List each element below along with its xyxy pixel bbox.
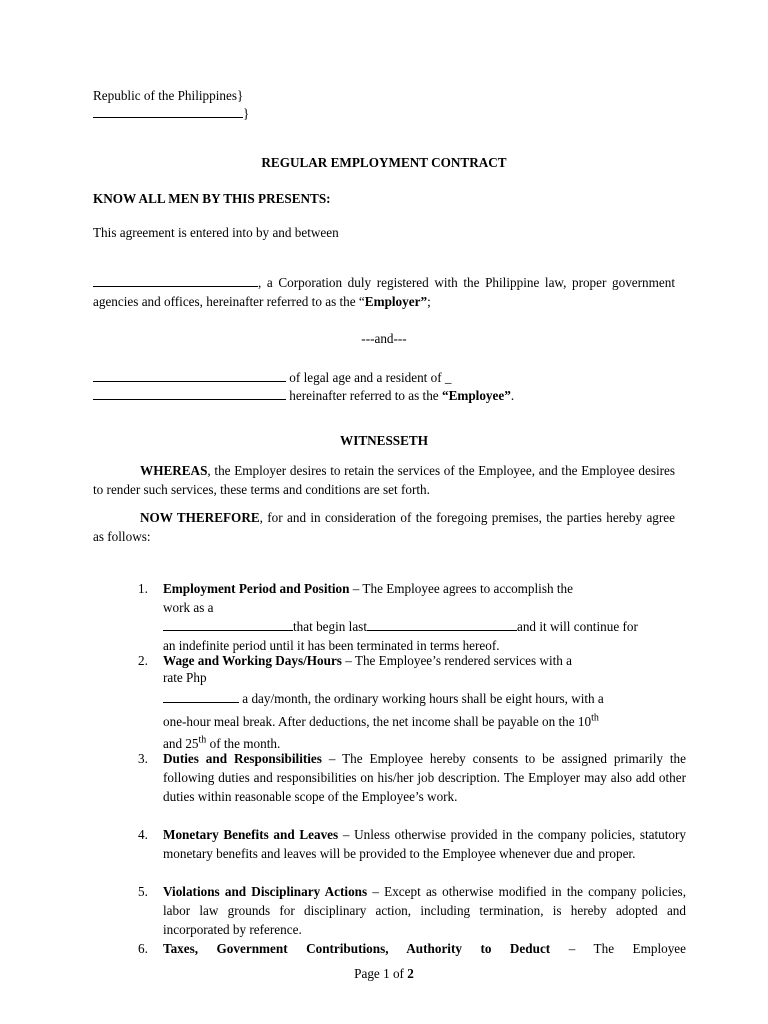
item-text: – The Employee hereby consents to be assigned primarily the following duties and responsibilities on his/her job description. The Employer may also add other duties within reasonable scope of the Employee’s work. xyxy=(163,751,686,804)
item-number: 6. xyxy=(138,941,148,956)
and-separator: ---and--- xyxy=(361,331,407,346)
employee-line-1 xyxy=(93,368,452,387)
wage-blank xyxy=(163,689,239,703)
item-text: an indefinite period until it has been terminated in terms hereof. xyxy=(163,638,500,653)
item-title: Employment Period and Position xyxy=(163,581,350,596)
item-text: of the month. xyxy=(206,736,281,751)
item-text: that begin last xyxy=(293,619,367,634)
item-title: Wage and Working Days/Hours xyxy=(163,653,342,668)
now-therefore-label: NOW THEREFORE xyxy=(140,510,260,525)
item-text: th xyxy=(591,712,599,724)
employee-label: “Employee” xyxy=(441,388,511,403)
item-body xyxy=(163,825,686,863)
item-number: 1. xyxy=(138,581,148,596)
document-title: REGULAR EMPLOYMENT CONTRACT xyxy=(261,155,507,170)
employer-name-blank xyxy=(93,273,258,287)
employee-line-2 xyxy=(93,386,514,405)
witnesseth-heading: WITNESSETH xyxy=(340,433,428,448)
start-date-blank xyxy=(367,617,517,631)
now-therefore-text: , for and in consideration of the foregoing premises, the parties hereby agree as follows: xyxy=(93,510,675,544)
item-text: – Except as otherwise modified in the company policies, labor law grounds for disciplinary action, including termination, is hereby adopted and incorporated by reference. xyxy=(163,884,686,937)
item-body xyxy=(163,939,686,958)
employee-residency-tail: _ xyxy=(444,370,452,385)
item-number: 4. xyxy=(138,827,148,842)
item-text: and 25 xyxy=(163,736,199,751)
item-title: Taxes, Government Contributions, Authority to Deduct xyxy=(163,941,551,956)
item-title: Duties and Responsibilities xyxy=(163,751,322,766)
employer-paragraph xyxy=(93,273,675,311)
whereas-paragraph xyxy=(93,461,675,499)
item-text: – The Employee’s rendered services with a xyxy=(341,653,573,668)
employer-tail: ; xyxy=(427,294,431,309)
employee-name-blank xyxy=(93,368,286,382)
employee-residency-text: of legal age and a resident of xyxy=(286,370,445,385)
employee-referred-text: hereinafter referred to as the xyxy=(286,388,442,403)
now-therefore-paragraph xyxy=(93,508,675,546)
item-text: one-hour meal break. After deductions, the net income shall be payable on the 10 xyxy=(163,714,592,729)
whereas-label: WHEREAS xyxy=(140,463,208,478)
page-number-prefix: Page 1 of xyxy=(354,966,408,981)
item-text: and it will continue for xyxy=(516,619,638,634)
item-number: 3. xyxy=(138,751,148,766)
item-text: – The Employee xyxy=(550,941,687,956)
item-title: Violations and Disciplinary Actions xyxy=(163,884,368,899)
page-footer xyxy=(0,964,768,983)
item-text: work as a xyxy=(163,600,214,615)
item-body xyxy=(163,882,686,939)
position-blank xyxy=(163,617,293,631)
location-blank xyxy=(93,104,243,118)
know-all-heading: KNOW ALL MEN BY THIS PRESENTS: xyxy=(93,191,331,206)
item-text: th xyxy=(198,734,207,746)
whereas-text: , the Employer desires to retain the services of the Employee, and the Employee desires to render such services, these terms and conditions are set forth. xyxy=(93,463,675,497)
employer-label: Employer” xyxy=(364,294,428,309)
item-body xyxy=(163,579,686,655)
item-text: – Unless otherwise provided in the company policies, statutory monetary benefits and leaves will be provided to the Employee whenever due and proper. xyxy=(163,827,686,861)
item-body xyxy=(163,651,686,753)
item-number: 2. xyxy=(138,653,148,668)
location-blank-line xyxy=(93,104,249,123)
item-text: – The Employee agrees to accomplish the xyxy=(349,581,573,596)
item-number: 5. xyxy=(138,884,148,899)
location-brace: } xyxy=(243,106,250,121)
employer-text: , a Corporation duly registered with the Philippine law, proper government agencies and offices, hereinafter referred to as the “ xyxy=(93,275,675,309)
item-text: a day/month, the ordinary working hours shall be eight hours, with a xyxy=(239,691,604,706)
item-text: rate Php xyxy=(163,670,207,685)
employee-address-blank xyxy=(93,386,286,400)
page-total: 2 xyxy=(407,966,414,981)
republic-line: Republic of the Philippines} xyxy=(93,88,244,103)
intro-text: This agreement is entered into by and between xyxy=(93,225,339,240)
employee-tail: . xyxy=(510,388,515,403)
item-body xyxy=(163,749,686,806)
item-title: Monetary Benefits and Leaves xyxy=(163,827,339,842)
